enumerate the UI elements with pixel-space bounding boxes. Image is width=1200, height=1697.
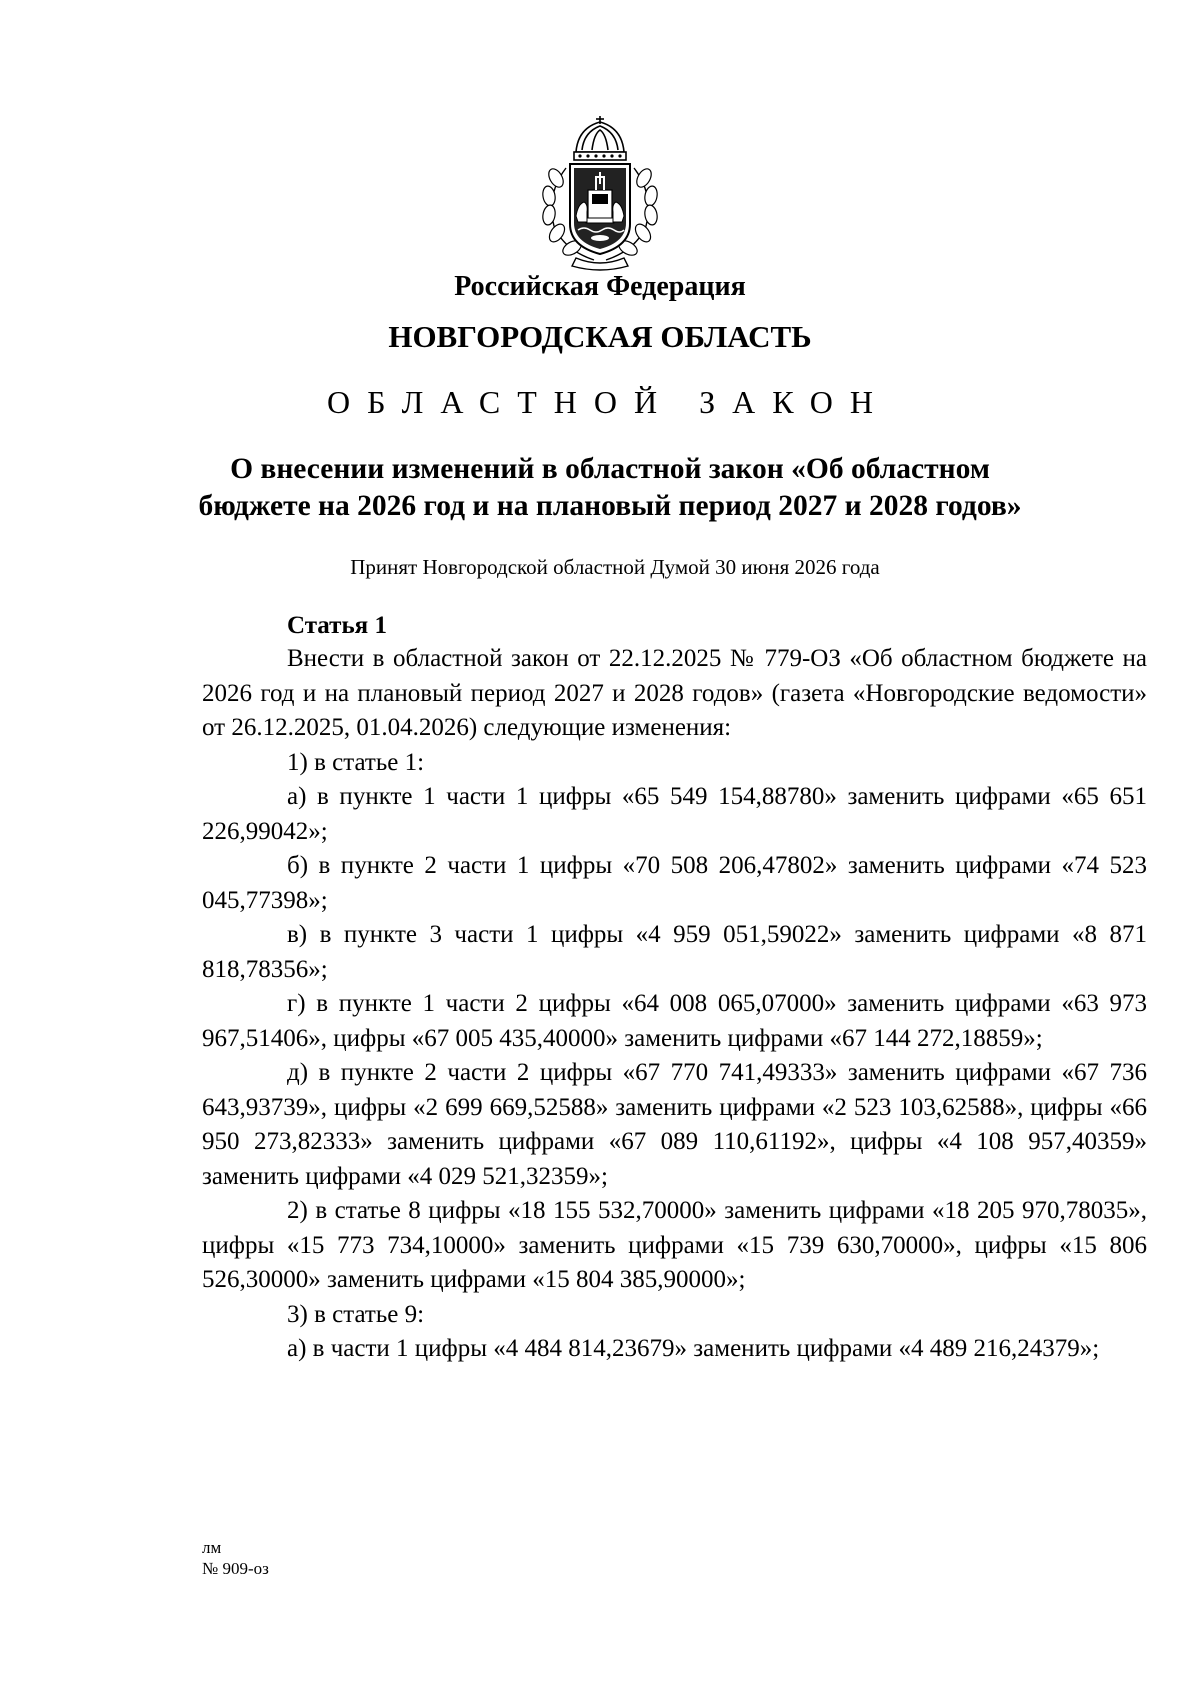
region-name: НОВГОРОДСКАЯ ОБЛАСТЬ xyxy=(388,319,812,354)
article-paragraph: 2) в статье 8 цифры «18 155 532,70000» заменить цифрами «18 205 970,78035», цифры «15 773 734,10000» заменить цифрами «15 739 630,70000», цифры «15 806 526,30000» заменить цифрами «15 804 385,90000»; xyxy=(202,1197,1147,1293)
article-paragraph: 1) в статье 1: xyxy=(287,748,425,776)
article-paragraph: 3) в статье 9: xyxy=(287,1300,425,1328)
document-type: ОБЛАСТНОЙ ЗАКОН xyxy=(326,384,891,420)
article-paragraph: в) в пункте 3 части 1 цифры «4 959 051,59022» заменить цифрами «8 871 818,78356»; xyxy=(202,921,1147,983)
law-number: № 909-оз xyxy=(202,1559,269,1578)
article-paragraph: д) в пункте 2 части 2 цифры «67 770 741,49333» заменить цифрами «67 736 643,93739», цифры «2 699 669,52588» заменить цифрами «2 523 103,62588», цифры «66 950 273,82333» заменить цифрами «67 089 110,61192», цифры «4 108 957,40359» заменить цифрами «4 029 521,32359»; xyxy=(202,1059,1147,1190)
article-body xyxy=(202,642,1147,1367)
article-paragraph: г) в пункте 1 части 2 цифры «64 008 065,07000» заменить цифрами «63 973 967,51406», цифры «67 005 435,40000» заменить цифрами «67 144 272,18859»; xyxy=(202,990,1147,1052)
document-footer xyxy=(202,1537,269,1579)
executor-initials: лм xyxy=(202,1538,222,1557)
article-paragraph: а) в пункте 1 части 1 цифры «65 549 154,88780» заменить цифрами «65 651 226,99042»; xyxy=(202,783,1147,845)
law-title: О внесении изменений в областной закон «Об областном бюджете на 2026 год и на плановый период 2027 и 2028 годов» xyxy=(198,453,1022,522)
article-paragraph: Внести в областной закон от 22.12.2025 № 779-ОЗ «Об областном бюджете на 2026 год и на плановый период 2027 и 2028 годов» (газета «Новгородские ведомости» от 26.12.2025, 01.04.2026) следующие изменения: xyxy=(202,645,1147,741)
adoption-note: Принят Новгородской областной Думой 30 июня 2026 года xyxy=(350,555,880,579)
article-paragraph: а) в части 1 цифры «4 484 814,23679» заменить цифрами «4 489 216,24379»; xyxy=(287,1335,1100,1362)
article-heading: Статья 1 xyxy=(287,612,387,639)
coat-of-arms-icon xyxy=(532,112,668,272)
country-name: Российская Федерация xyxy=(454,271,746,302)
article-paragraph: б) в пункте 2 части 1 цифры «70 508 206,47802» заменить цифрами «74 523 045,77398»; xyxy=(202,852,1147,914)
